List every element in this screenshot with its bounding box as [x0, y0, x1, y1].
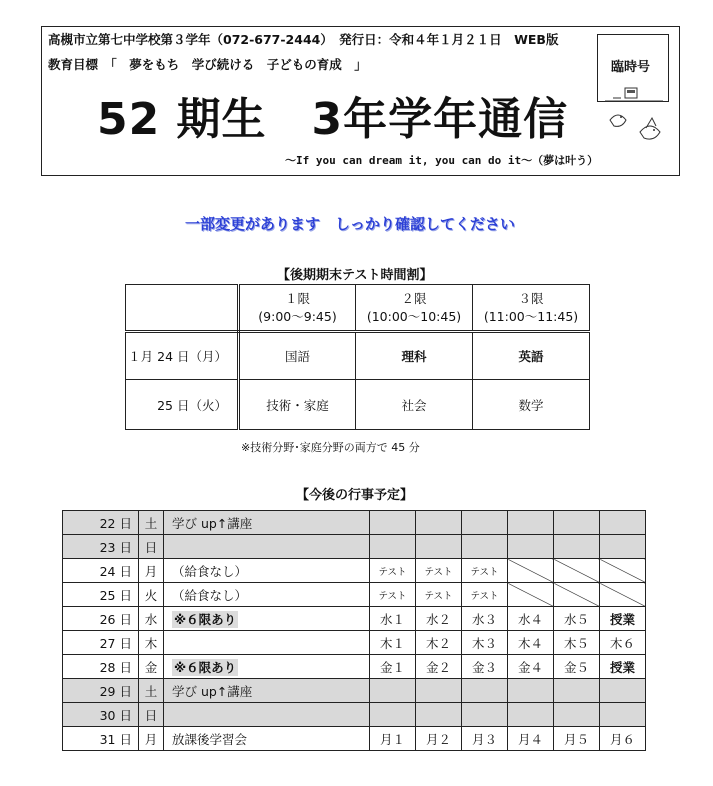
event-description [164, 559, 370, 583]
event-day: 29 日 [63, 679, 139, 703]
education-goal: 教育目標 「 夢をもち 学び続ける 子どもの育成 」 [48, 57, 367, 72]
event-day: 28 日 [63, 655, 139, 679]
event-weekday: 月 [139, 727, 164, 751]
event-description [164, 511, 370, 535]
event-day: 30 日 [63, 703, 139, 727]
period-time: (9:00～9:45) [258, 308, 337, 324]
exam-date: １月 24 日（月） [126, 332, 239, 380]
event-row [63, 511, 646, 535]
period-cell [370, 511, 416, 535]
period-cell: テスト [416, 559, 462, 583]
period-cell [508, 583, 554, 607]
period-cell: テスト [416, 583, 462, 607]
period-cell [462, 535, 508, 559]
period-cell [600, 511, 646, 535]
period-cell [416, 535, 462, 559]
exam-subject: 社会 [356, 380, 473, 430]
period-cell: テスト [370, 583, 416, 607]
period-cell: 水３ [462, 607, 508, 631]
event-text: 放課後学習会 [172, 731, 248, 747]
period-cell [554, 535, 600, 559]
period-cell [508, 535, 554, 559]
exam-schedule-table [125, 284, 590, 430]
special-issue-label: 臨時号 [611, 60, 651, 75]
event-description [164, 631, 370, 655]
period-cell [370, 535, 416, 559]
period-time: (10:00～10:45) [366, 308, 462, 324]
event-text: （給食なし） [172, 587, 248, 603]
period-cell: 授業 [600, 655, 646, 679]
period-cell [416, 679, 462, 703]
period-cell: テスト [462, 583, 508, 607]
school-info: 高槻市立第七中学校第３学年（072-677-2444） 発行日：令和４年１月２１日 WEB版 [48, 32, 559, 47]
exam-corner-cell [126, 285, 239, 332]
period-name: ２限 [401, 290, 427, 306]
event-weekday: 土 [139, 511, 164, 535]
page-title: 52 期生 3年学年通信 [97, 94, 569, 145]
period-cell [600, 559, 646, 583]
exam-schedule-title: 【後期期末テスト時間割】 [277, 268, 433, 283]
event-weekday: 金 [139, 655, 164, 679]
period-cell: 金５ [554, 655, 600, 679]
event-description [164, 703, 370, 727]
period-cell [554, 703, 600, 727]
period-cell [600, 703, 646, 727]
period-cell: 水２ [416, 607, 462, 631]
exam-subject: 国語 [239, 332, 356, 380]
period-time: (11:00～11:45) [483, 308, 579, 324]
period-header-2 [356, 285, 473, 332]
event-description [164, 679, 370, 703]
period-cell [554, 583, 600, 607]
event-weekday: 土 [139, 679, 164, 703]
period-cell [370, 679, 416, 703]
exam-header-row [126, 285, 590, 332]
period-cell: 金４ [508, 655, 554, 679]
period-cell [554, 679, 600, 703]
change-notice: 一部変更があります しっかり確認してください [185, 215, 516, 233]
period-cell [508, 559, 554, 583]
period-cell: 金２ [416, 655, 462, 679]
exam-note: ※技術分野･家庭分野の両方で 45 分 [241, 441, 420, 454]
period-cell [508, 679, 554, 703]
period-cell: 水１ [370, 607, 416, 631]
event-row [63, 727, 646, 751]
period-name: １限 [284, 290, 310, 306]
period-cell: 木１ [370, 631, 416, 655]
exam-row [126, 380, 590, 430]
event-row [63, 679, 646, 703]
event-weekday: 水 [139, 607, 164, 631]
event-weekday: 月 [139, 559, 164, 583]
exam-subject: 数学 [473, 380, 590, 430]
period-cell [600, 679, 646, 703]
events-schedule-title: 【今後の行事予定】 [296, 488, 414, 503]
period-cell: テスト [370, 559, 416, 583]
period-header-1 [239, 285, 356, 332]
subtitle-motto: ～If you can dream it, you can do it～（夢は叶う） [285, 154, 599, 167]
period-cell: 水５ [554, 607, 600, 631]
event-text: 学び up↑講座 [172, 683, 253, 699]
event-description [164, 535, 370, 559]
event-day: 22 日 [63, 511, 139, 535]
period-cell [600, 583, 646, 607]
event-day: 25 日 [63, 583, 139, 607]
event-row [63, 559, 646, 583]
event-row [63, 535, 646, 559]
exam-row [126, 332, 590, 380]
period-cell: 月２ [416, 727, 462, 751]
period-cell [462, 703, 508, 727]
period-cell [416, 511, 462, 535]
event-weekday: 日 [139, 703, 164, 727]
period-cell [554, 559, 600, 583]
event-description [164, 607, 370, 631]
period-cell: 木４ [508, 631, 554, 655]
period-cell: 木５ [554, 631, 600, 655]
period-cell [508, 703, 554, 727]
birds-illustration-icon [606, 108, 670, 156]
period-header-3 [473, 285, 590, 332]
period-cell: 金１ [370, 655, 416, 679]
event-text: （給食なし） [172, 563, 248, 579]
period-cell: 月３ [462, 727, 508, 751]
event-description [164, 655, 370, 679]
period-cell: 水４ [508, 607, 554, 631]
event-description [164, 583, 370, 607]
event-day: 26 日 [63, 607, 139, 631]
event-text: ※６限あり [174, 659, 237, 675]
event-weekday: 木 [139, 631, 164, 655]
exam-subject: 理科 [356, 332, 473, 380]
period-cell: 金３ [462, 655, 508, 679]
event-text: ※６限あり [174, 611, 237, 627]
event-row [63, 655, 646, 679]
period-cell: 木６ [600, 631, 646, 655]
period-cell [554, 511, 600, 535]
period-cell: 木２ [416, 631, 462, 655]
period-cell [416, 703, 462, 727]
period-cell: 月１ [370, 727, 416, 751]
period-cell: 授業 [600, 607, 646, 631]
period-cell [508, 511, 554, 535]
event-row [63, 631, 646, 655]
period-cell [600, 535, 646, 559]
exam-date: 25 日（火） [126, 380, 239, 430]
period-cell: 月５ [554, 727, 600, 751]
exam-subject: 英語 [473, 332, 590, 380]
period-cell: 月４ [508, 727, 554, 751]
period-cell: 月６ [600, 727, 646, 751]
event-day: 27 日 [63, 631, 139, 655]
event-day: 31 日 [63, 727, 139, 751]
exam-subject: 技術・家庭 [239, 380, 356, 430]
period-cell [370, 703, 416, 727]
event-day: 24 日 [63, 559, 139, 583]
event-row [63, 607, 646, 631]
event-weekday: 日 [139, 535, 164, 559]
event-description [164, 727, 370, 751]
period-cell: 木３ [462, 631, 508, 655]
event-row [63, 583, 646, 607]
event-text: 学び up↑講座 [172, 515, 253, 531]
event-row [63, 703, 646, 727]
period-cell [462, 511, 508, 535]
event-day: 23 日 [63, 535, 139, 559]
period-cell [462, 679, 508, 703]
events-schedule-table [62, 510, 646, 751]
period-cell: テスト [462, 559, 508, 583]
period-name: ３限 [518, 290, 544, 306]
stamp-illustration-icon [603, 86, 665, 104]
event-weekday: 火 [139, 583, 164, 607]
